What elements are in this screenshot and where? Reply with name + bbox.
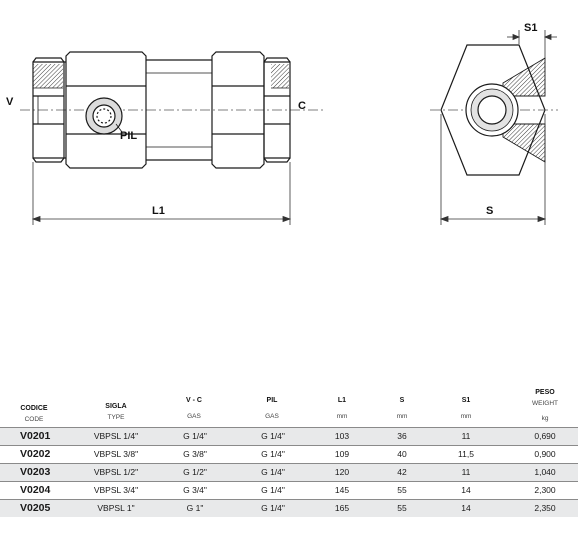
cell-code: V0201 bbox=[20, 430, 51, 442]
cell-vc: G 1" bbox=[186, 503, 204, 513]
technical-drawing bbox=[0, 0, 578, 232]
cell-type: VBPSL 3/4" bbox=[93, 485, 139, 495]
cell-pil: G 1/4" bbox=[261, 467, 285, 477]
cell-weight: 1,040 bbox=[534, 467, 556, 477]
cell-weight: 0,690 bbox=[534, 431, 556, 441]
header-vc: V - C GAS bbox=[186, 397, 202, 420]
cell-code: V0203 bbox=[20, 466, 51, 478]
header-s1: S1 mm bbox=[460, 397, 472, 420]
header-type: SIGLA TYPE bbox=[105, 403, 127, 421]
cell-s: 42 bbox=[397, 467, 407, 477]
header-l1: L1 mm bbox=[336, 397, 348, 420]
side-view bbox=[20, 52, 326, 225]
cell-s1: 11 bbox=[461, 467, 471, 477]
label-c: C bbox=[298, 100, 306, 112]
cell-code: V0202 bbox=[20, 448, 51, 460]
cell-type: VBPSL 3/8" bbox=[93, 449, 139, 459]
cell-type: VBPSL 1/4" bbox=[93, 431, 139, 441]
cell-code: V0204 bbox=[20, 484, 51, 496]
cell-l1: 109 bbox=[334, 449, 350, 459]
cell-s: 36 bbox=[397, 431, 407, 441]
table-row bbox=[0, 463, 578, 481]
cell-vc: G 3/8" bbox=[183, 449, 207, 459]
cell-weight: 2,350 bbox=[534, 503, 556, 513]
pilot-port bbox=[86, 98, 122, 134]
cell-l1: 103 bbox=[334, 431, 350, 441]
valve-drawing-svg bbox=[0, 0, 578, 232]
cell-vc: G 1/2" bbox=[183, 467, 207, 477]
table-row bbox=[0, 499, 578, 517]
cell-code: V0205 bbox=[20, 502, 51, 514]
label-pil: PIL bbox=[120, 130, 138, 142]
cell-pil: G 1/4" bbox=[261, 449, 285, 459]
label-v: V bbox=[6, 96, 14, 108]
cell-s: 55 bbox=[397, 503, 407, 513]
cell-weight: 2,300 bbox=[534, 485, 556, 495]
label-s: S bbox=[486, 205, 494, 217]
cell-l1: 165 bbox=[334, 503, 350, 513]
cell-weight: 0,900 bbox=[534, 449, 556, 459]
table-row bbox=[0, 445, 578, 463]
cell-pil: G 1/4" bbox=[261, 431, 285, 441]
label-s1: S1 bbox=[524, 22, 538, 34]
cell-pil: G 1/4" bbox=[261, 503, 285, 513]
table-row bbox=[0, 481, 578, 499]
header-code: CODICE CODE bbox=[20, 405, 48, 423]
cell-type: VBPSL 1" bbox=[97, 503, 135, 513]
dimension-s1 bbox=[507, 30, 557, 58]
table-row bbox=[0, 427, 578, 445]
table-header bbox=[0, 386, 578, 426]
cell-s: 40 bbox=[397, 449, 407, 459]
cell-vc: G 3/4" bbox=[183, 485, 207, 495]
label-l1: L1 bbox=[152, 205, 165, 217]
header-s: S mm bbox=[396, 397, 408, 420]
end-view bbox=[430, 30, 558, 225]
cell-s1: 11,5 bbox=[458, 449, 474, 459]
header-weight: PESO WEIGHT kg bbox=[532, 389, 558, 422]
cell-s1: 14 bbox=[461, 503, 471, 513]
cell-l1: 145 bbox=[334, 485, 350, 495]
cell-s1: 11 bbox=[461, 431, 471, 441]
cell-l1: 120 bbox=[334, 467, 350, 477]
cell-s: 55 bbox=[397, 485, 407, 495]
header-pil: PIL GAS bbox=[265, 397, 279, 420]
cell-s1: 14 bbox=[461, 485, 471, 495]
cell-pil: G 1/4" bbox=[261, 485, 285, 495]
cell-vc: G 1/4" bbox=[183, 431, 207, 441]
cell-type: VBPSL 1/2" bbox=[93, 467, 139, 477]
